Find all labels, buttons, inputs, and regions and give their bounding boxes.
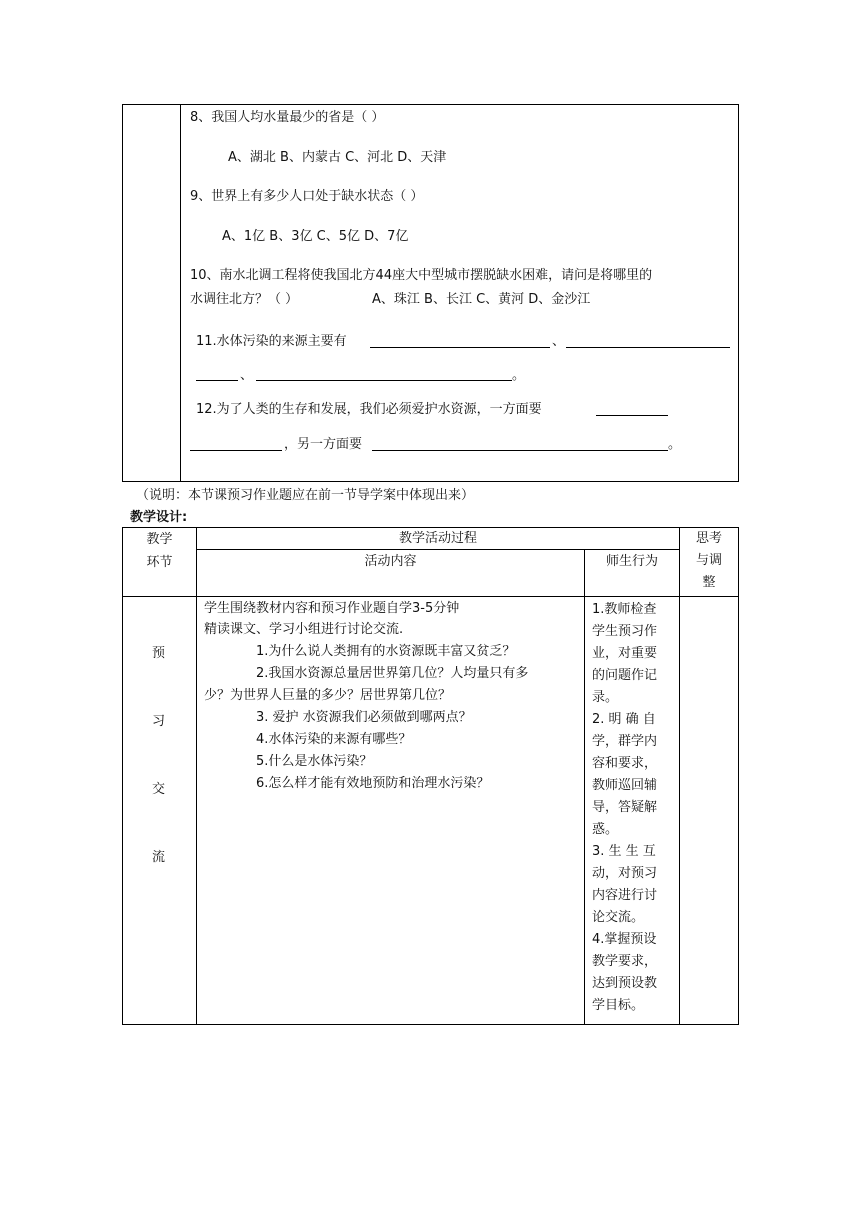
header-stage-line: 环节	[146, 555, 173, 570]
behavior-line: 惑。	[592, 822, 619, 837]
stage-char: 流	[152, 850, 166, 865]
answer-blank[interactable]	[566, 347, 730, 348]
note-text: （说明：本节课预习作业题应在前一节导学案中体现出来）	[136, 488, 475, 503]
question-9-options: A、1亿 B、3亿 C、5亿 D、7亿	[222, 229, 409, 244]
question-10-line1: 10、南水北调工程将使我国北方44座大中型城市摆脱缺水困难，请问是将哪里的	[190, 268, 653, 283]
question-12-mid: ，另一方面要	[284, 437, 363, 452]
header-reflect-line: 整	[702, 575, 716, 590]
behavior-line: 4.掌握预设	[592, 932, 657, 947]
behavior-line: 导，答疑解	[592, 800, 658, 815]
behavior-line: 内容进行讨	[592, 888, 658, 903]
question-10-options: A、珠江 B、长江 C、黄河 D、金沙江	[372, 292, 591, 307]
behavior-line: 学目标。	[592, 998, 645, 1013]
content-line: 学生围绕教材内容和预习作业题自学3-5分钟	[204, 601, 460, 616]
content-line: 少？为世界人巨量的多少？居世界第几位？	[204, 688, 452, 703]
behavior-line: 容和要求，	[592, 756, 658, 771]
header-reflect-line: 与调	[695, 553, 722, 568]
content-line: 2.我国水资源总量居世界第几位？人均量只有多	[256, 666, 529, 681]
behavior-line: 教学要求，	[592, 954, 658, 969]
behavior-line: 教师巡回辅	[592, 778, 658, 793]
content-line: 1.为什么说人类拥有的水资源既丰富又贫乏？	[256, 644, 516, 659]
question-12-prefix: 12.为了人类的生存和发展，我们必须爱护水资源，一方面要	[196, 402, 542, 417]
behavior-line: 达到预设教	[592, 976, 658, 991]
answer-blank[interactable]	[190, 450, 282, 451]
content-line: 4.水体污染的来源有哪些？	[256, 732, 412, 747]
header-content: 活动内容	[364, 554, 417, 569]
header-behavior: 师生行为	[605, 554, 658, 569]
question-8: 8、我国人均水量最少的省是（ ）	[190, 110, 385, 125]
question-8-options: A、湖北 B、内蒙古 C、河北 D、天津	[228, 150, 447, 165]
content-line: 5.什么是水体污染？	[256, 754, 373, 769]
content-line: 6.怎么样才能有效地预防和治理水污染？	[256, 776, 490, 791]
answer-blank[interactable]	[256, 380, 512, 381]
behavior-line: 动，对预习	[592, 866, 658, 881]
behavior-line: 业，对重要	[592, 646, 658, 661]
answer-blank[interactable]	[370, 347, 550, 348]
content-line: 3. 爱护 水资源我们必须做到哪两点？	[256, 710, 472, 725]
answer-blank[interactable]	[596, 415, 668, 416]
header-process: 教学活动过程	[398, 531, 477, 546]
stage-char: 习	[152, 714, 166, 729]
question-10-line2: 水调往北方？（ ）	[190, 292, 299, 307]
answer-blank[interactable]	[196, 380, 238, 381]
behavior-line: 学，群学内	[592, 734, 658, 749]
behavior-cell	[592, 599, 678, 1017]
section-title: 教学设计:	[130, 510, 188, 525]
answer-blank[interactable]	[372, 450, 668, 451]
header-stage-line: 教学	[146, 532, 173, 547]
header-reflect-line: 思考	[695, 531, 722, 546]
header-stage	[123, 528, 196, 574]
behavior-line: 1.教师检查	[592, 602, 657, 617]
stage-char: 交	[152, 782, 166, 797]
separator: 、	[552, 334, 566, 349]
behavior-line: 2. 明 确 自	[592, 712, 656, 727]
end-mark: 。	[512, 368, 526, 383]
content-line: 精读课文、学习小组进行讨论交流.	[204, 622, 404, 637]
behavior-line: 的问题作记	[592, 668, 658, 683]
behavior-line: 论交流。	[592, 910, 645, 925]
separator: 、	[240, 368, 254, 383]
behavior-line: 录。	[592, 690, 619, 705]
behavior-line: 3. 生 生 互	[592, 844, 656, 859]
end-mark: 。	[668, 437, 682, 452]
question-9: 9、世界上有多少人口处于缺水状态（ ）	[190, 189, 424, 204]
question-11-prefix: 11.水体污染的来源主要有	[196, 334, 347, 349]
header-reflect	[680, 528, 738, 594]
stage-char: 预	[152, 646, 166, 661]
behavior-line: 学生预习作	[592, 624, 658, 639]
